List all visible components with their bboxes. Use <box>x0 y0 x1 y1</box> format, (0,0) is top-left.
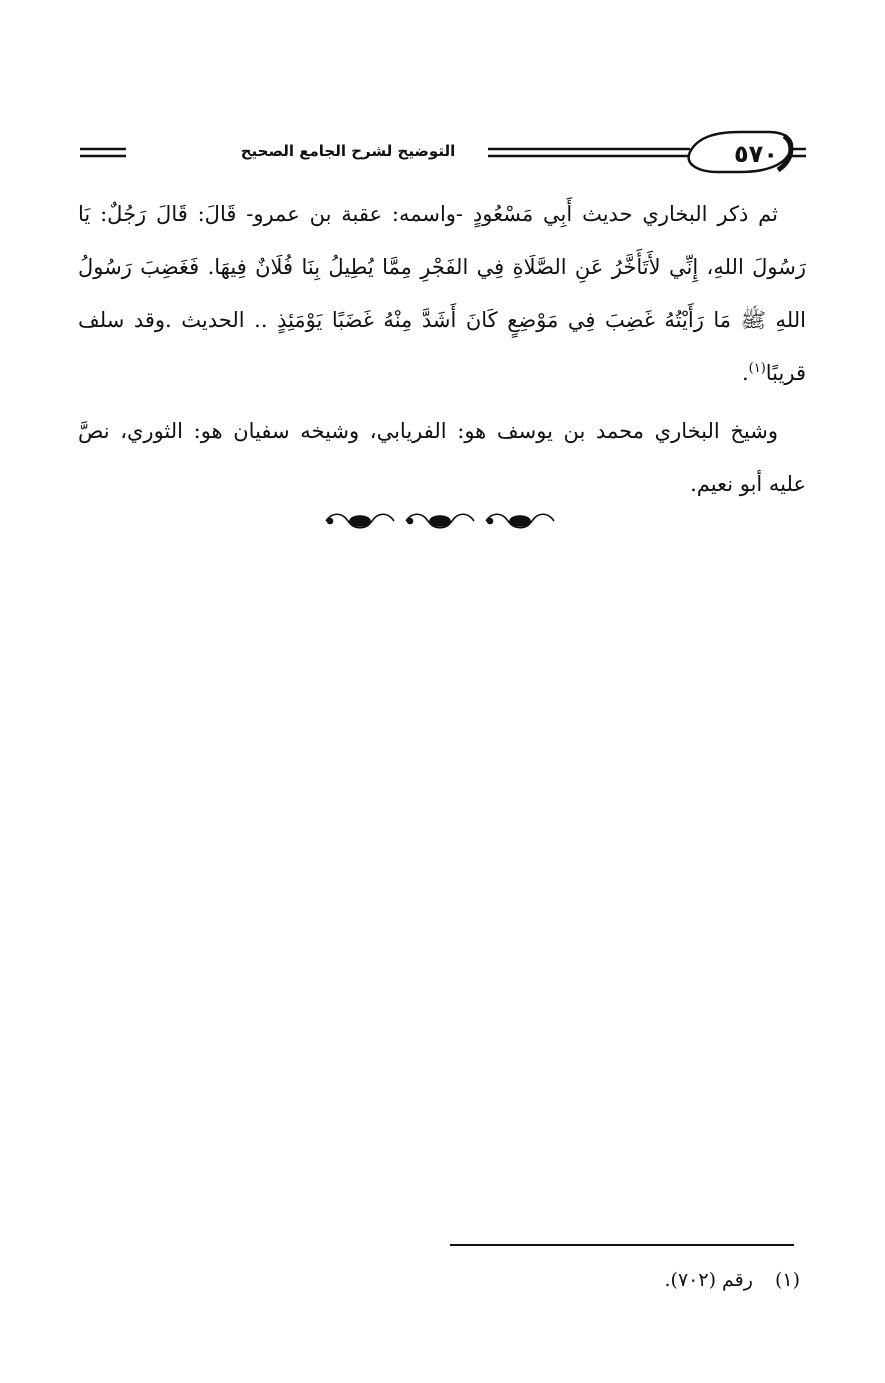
paragraph-2: وشيخ البخاري محمد بن يوسف هو: الفريابي، وشيخه سفيان هو: الثوري، نصَّ عليه أبو نعيم. <box>78 419 806 496</box>
footnote-number: (١) <box>774 1269 800 1291</box>
section-ornament <box>322 508 562 534</box>
running-title: التوضيح لشرح الجامع الصحيح <box>208 136 488 166</box>
paragraph-1-end: . <box>741 361 749 385</box>
footnote-separator <box>450 1244 794 1246</box>
footnote-reference: (١) <box>748 361 766 376</box>
paragraph-1-text: ثم ذكر البخاري حديث أَبِي مَسْعُودٍ -واسمه: عقبة بن عمرو- قَالَ: قَالَ رَجُلٌ: يَا رَسُولَ اللهِ، إِنِّي لأَتَأَخَّرُ عَنِ الصَّلَاةِ فِي الفَجْرِ مِمَّا يُطِيلُ بِنَا فُلَانٌ فِيهَا. فَغَضِبَ رَسُولُ اللهِ ﷺ مَا رَأَيْتُهُ غَضِبَ فِي مَوْضِعٍ كَانَ أَشَدَّ مِنْهُ غَضَبًا يَوْمَئِذٍ .. الحديث .وقد سلف قريبًا <box>78 202 806 385</box>
paragraph-1 <box>78 188 806 400</box>
page-number: ٥٧٠ <box>734 140 778 168</box>
page-header <box>78 128 808 178</box>
footnote-text: رقم (٧٠٢). <box>664 1269 753 1291</box>
main-text <box>78 188 806 511</box>
footnote-1 <box>450 1265 800 1295</box>
